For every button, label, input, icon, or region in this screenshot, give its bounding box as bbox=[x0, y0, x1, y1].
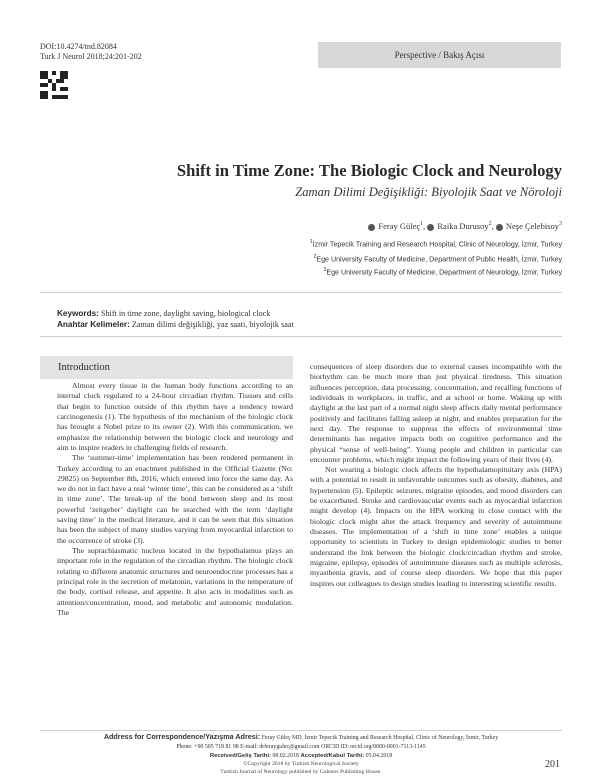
doi-text: DOI:10.4274/tnd.82084 bbox=[40, 42, 117, 51]
keywords bbox=[57, 309, 270, 318]
copyright-line: ©Copyright 2018 by Turkish Neurological Society bbox=[243, 761, 359, 768]
journal-reference: Turk J Neurol 2018;24:201-202 bbox=[40, 52, 142, 61]
qr-code-icon bbox=[40, 71, 68, 99]
address-text: Feray Güleç MD, İzmir Tepecik Training and Research Hospital, Clinic of Neurology, İzmir, Turkey bbox=[261, 735, 499, 741]
received-label: Received/Geliş Tarihi: bbox=[209, 752, 271, 759]
correspondence-block bbox=[40, 733, 562, 776]
author-name: Raika Durusoy bbox=[437, 221, 489, 231]
affiliation: $^2$Ege University Faculty of Medicine, Department of Public Health, İzmir, Turkey bbox=[313, 254, 562, 264]
paragraph: The ‘summer-time’ implementation has been rendered permanent in Turkey according to an enactment published in the Official Gazette (No: 29825) on September 8th, 2016, which entered into force the same day. As we do not in fact have a real ‘winter time’, this can be considered as a ‘shift in time zone’. The break-up of the bond between sleep and its most powerful ‘zeitgeber’ daylight can be searched with the term ‘daylight saving time’ in the medical literature, and it can be seen that this situation has been the subject of many studies varying from myocardial infarction to the occurrence of stroke (3). bbox=[57, 453, 293, 545]
article-title: Shift in Time Zone: The Biologic Clock and Neurology bbox=[176, 161, 562, 180]
paragraph: Almost every tissue in the human body functions according to an internal clock regulated to a 24-hour circadian rhythm. Tissues and cells that begin to function outside of this rhythm have a tendency toward carcinogenesis (1). The hypothesis of the mechanism of the biologic clock has brought a Nobel prize to its owner (2). With this communication, we emphasize the relationship between the biologic clock and neurology and aim to inspire readers in challenging fields of research. bbox=[57, 381, 293, 452]
body-column-left bbox=[57, 381, 293, 737]
affiliation: $^1$İzmir Tepecik Training and Research Hospital, Clinic of Neurology, İzmir, Turkey bbox=[309, 239, 562, 249]
keywords-text: Shift in time zone, daylight saving, biological clock bbox=[100, 309, 271, 318]
address-label: Address for Correspondence/Yazışma Adresi: bbox=[103, 732, 261, 741]
body-column-right bbox=[310, 362, 562, 730]
paragraph: Not wearing a biologic clock affects the hypothalamopituitary axis (HPA) with a potential to result in unfavorable outcomes such as obesity, diabetes, and hypertension (5). Epileptic seizures, migraine episodes, and mood disorders can be exacerbated. Stroke and cardiovascular events such as myocardial infarction might develop (4). Impacts on the HPA working in close contact with the biologic clock might alter the attack frequency and severity of autoimmune diseases. The implementation of a ‘shift in time zone’ enables a unique opportunity to scientists in Turkey to design epidemiologic studies to better understand the link between the biologic clock/circadian rhythm and stroke, migraine, epilepsy, episodes of autoimmune diseases such as multiple sclerosis, myasthenia gravis, and of course sleep disorders. We hope that this paper inspires our colleagues to design studies leading to interesting scientific results. bbox=[310, 465, 562, 588]
section-heading: Introduction bbox=[40, 356, 293, 379]
keywords-label: Keywords: bbox=[57, 309, 99, 318]
orcid-icon[interactable] bbox=[496, 224, 503, 231]
author-name: Neşe Çelebisoy bbox=[505, 221, 559, 231]
journal-meta bbox=[40, 42, 142, 62]
author-name: Feray Güleç bbox=[378, 221, 421, 231]
accepted-date: 05.04.2018 bbox=[365, 752, 393, 759]
section-badge: Perspective / Bakış Açısı bbox=[318, 42, 561, 68]
paragraph: consequences of sleep disorders due to external causes incompatible with the biorhythm can be much more than just physical tiredness. This situation influences perception, data processing, concentration, and recalling functions of individuals in workplaces, in traffic, and at school or home. Waking up with daylight at the last part of a normal night sleep affects daily mental performance positively and facilitates falling asleep at night, and enables preparation for the next day. The response to suppress the effects of environmental time determinants has negative impacts both on cognitive performance and the physical “sense of well-being”. Young people and children in particular can encounter problems, which might impact the following years of their lives (4). bbox=[310, 362, 562, 464]
keywords-tr bbox=[57, 320, 294, 329]
divider bbox=[40, 292, 562, 293]
received-date: 08.02.2018 bbox=[272, 752, 299, 759]
author-list: Feray Güleç$^1$, Raika Durusoy$^2$, Neşe Çelebisoy$^3$ bbox=[368, 221, 562, 231]
publisher-line: Turkish Journal of Neurology published by Galenos Publishing House. bbox=[220, 769, 382, 776]
divider bbox=[40, 730, 562, 731]
divider bbox=[40, 336, 562, 337]
keywords-tr-text: Zaman dilimi değişikliği, yaz saati, biyolojik saat bbox=[131, 320, 294, 329]
address-line bbox=[40, 733, 562, 743]
paragraph: The suprachiasmatic nucleus located in the hypothalamus plays an important role in the regulation of the circadian rhythm. The biologic clock relating to different anatomic structures and neuroendocrine processes has a principal role in the secretion of melatonin, variations in the temperature of the body, cortisol release, and appetite. It also acts in modalities such as attention/concentration, mood, and metabolic and autonomic modulation. The bbox=[57, 546, 293, 617]
page-number: 201 bbox=[545, 759, 560, 770]
orcid-icon[interactable] bbox=[427, 224, 434, 231]
orcid-icon[interactable] bbox=[368, 224, 375, 231]
accepted-label: Accepted/Kabul Tarihi: bbox=[300, 752, 365, 759]
dates-line bbox=[40, 752, 562, 761]
keywords-tr-label: Anahtar Kelimeler: bbox=[57, 320, 130, 329]
article-subtitle: Zaman Dilimi Değişikliği: Biyolojik Saat ve Nöroloji bbox=[295, 185, 562, 199]
contact-line: Phone: +90 505 718 81 98 E-mail: drferaygulec@gmail.com ORCID ID: orcid.org/0000-0001-7113-1145 bbox=[176, 743, 426, 750]
affiliation: $^3$Ege University Faculty of Medicine, Department of Neurology, İzmir, Turkey bbox=[323, 267, 562, 277]
